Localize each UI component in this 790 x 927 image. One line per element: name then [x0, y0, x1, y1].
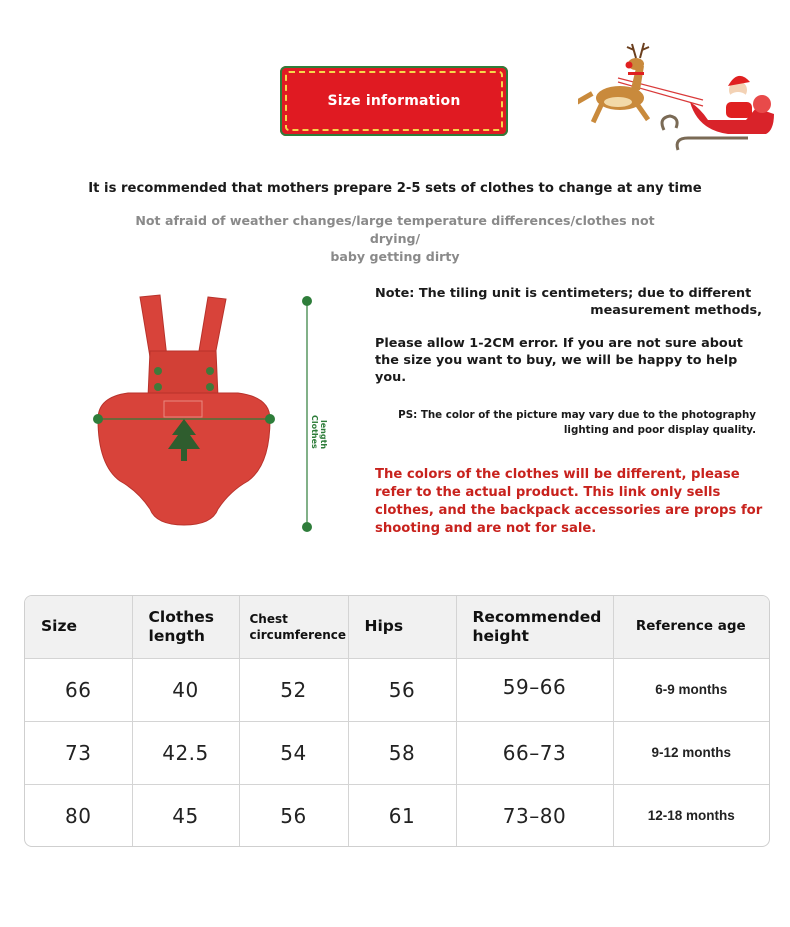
header-hips: Hips	[348, 596, 456, 658]
cell-size: 73	[25, 721, 132, 784]
ps-line-2: lighting and poor display quality.	[563, 424, 756, 436]
cell-size: 80	[25, 784, 132, 847]
table-header-row	[25, 596, 769, 658]
cell-height: 66–73	[456, 721, 613, 784]
note-units: Note: The tiling unit is centimeters; due to different	[375, 286, 752, 301]
reasons-line-1: Not afraid of weather changes/large temperature differences/clothes not drying/	[135, 213, 655, 246]
header-height: Recommended height	[456, 596, 613, 658]
size-table	[24, 595, 770, 847]
note-error: Please allow 1-2CM error. If you are not sure about the size you want to buy, we will be happy to help you.	[375, 336, 743, 385]
header-reference-age: Reference age	[613, 596, 769, 658]
cell-size: 66	[25, 658, 132, 721]
size-information-banner	[280, 66, 508, 136]
header-size: Size	[25, 596, 132, 658]
cell-hips: 58	[348, 721, 456, 784]
cell-chest: 52	[239, 658, 348, 721]
recommendation-text: It is recommended that mothers prepare 2-5 sets of clothes to change at any time	[88, 181, 702, 196]
clothes-length-label	[310, 415, 332, 455]
ps-line-1: PS: The color of the picture may vary due to the photography	[398, 409, 756, 421]
reasons-text	[110, 212, 680, 266]
table-row	[25, 721, 769, 784]
cell-height: 59–66	[456, 658, 613, 721]
cell-chest: 56	[239, 784, 348, 847]
header-chest: Chest circumference	[239, 596, 348, 658]
cell-age: 12-18 months	[613, 784, 769, 847]
cell-chest: 54	[239, 721, 348, 784]
measure-label-2: length	[319, 419, 328, 449]
reindeer-sleigh-icon	[578, 38, 778, 163]
cell-length: 42.5	[132, 721, 239, 784]
cell-age: 6-9 months	[613, 658, 769, 721]
cell-length: 45	[132, 784, 239, 847]
cell-age: 9-12 months	[613, 721, 769, 784]
note-units-cont: measurement methods,	[590, 303, 762, 318]
color-warning-note: The colors of the clothes will be different, please refer to the actual product. This link only sells clothes, and the backpack accessories are props for shooting and are not for sale.	[375, 467, 763, 536]
cell-hips: 61	[348, 784, 456, 847]
table-row	[25, 658, 769, 721]
header-clothes-length: Clothes length	[132, 596, 239, 658]
reasons-line-2: baby getting dirty	[330, 249, 460, 264]
table-row	[25, 784, 769, 847]
cell-hips: 56	[348, 658, 456, 721]
cell-height: 73–80	[456, 784, 613, 847]
cell-length: 40	[132, 658, 239, 721]
banner-title: Size information	[285, 71, 503, 131]
ps-note	[380, 408, 756, 438]
measure-label-1: Clothes	[310, 415, 319, 449]
romper-diagram	[88, 285, 338, 540]
